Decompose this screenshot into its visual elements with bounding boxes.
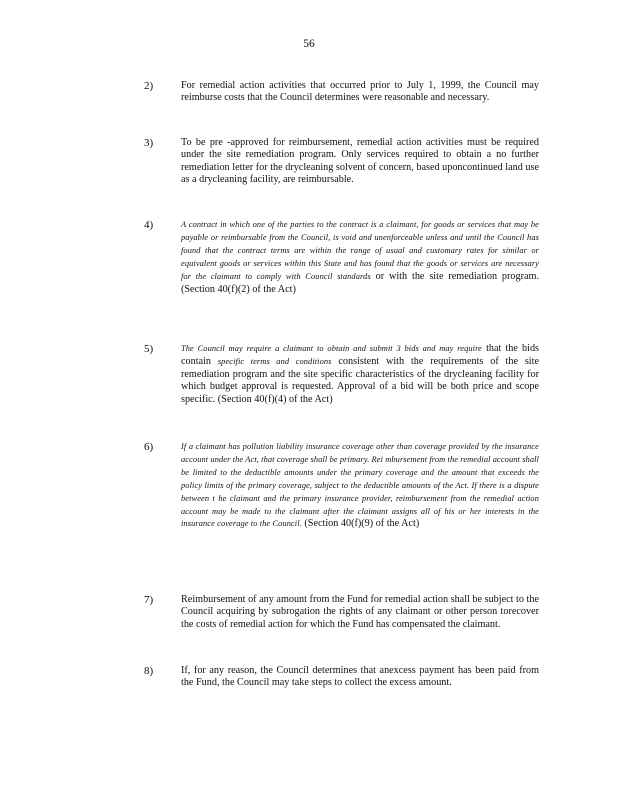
page-number: 56 [303,38,315,50]
item-text-segment: The Council may require a claimant to obtain and submit 3 bids and may require [181,344,482,353]
item-number: 6) [144,441,154,453]
item-text-segment: Reimbursement of any amount from the Fund for remedial action shall be subject to the Council acquiring by subrogation the rights of any claimant or other person torecover the costs of remedial action for which the Fund has compensated the claimant. [181,594,539,630]
item-number: 2) [144,80,154,92]
item-text-segment: For remedial action activities that occurred prior to July 1, 1999, the Council may reimburse costs that the Council determines were reasonable and necessary. [181,80,539,104]
item-text-segment: If a claimant has pollution liability insurance coverage other than coverage provided by the insurance account under the Act, that coverage shall be primary. Rei mbursement from the remedial account shall be limited to the deductible amounts under the primary coverage and the amount that exceeds the policy limits of the primary coverage, subject to the deductible amounts of the Act. If there is a dispute between t he claimant and the primary insurance provider, reimbursement from the remedial action account may be made to the claimant after the claimant assigns all of his or her interests in the insurance coverage to the Council. [181,442,539,529]
item-text [181,343,539,407]
item-text-segment: (Section 40(f)(9) of the Act) [301,518,420,530]
item-number: 5) [144,343,154,355]
item-text-segment: A contract in which one of the parties to the contract is a claimant, for goods or services that may be payable or reimbursable from the Council, is void and unenforceable unless and until the Council has found that the contract terms are within the range of usual and customary rates for similar or equivalent goods or services within this State and has found that the goods or services are necessary for the claimant to comply with Council standards [181,220,539,281]
item-text-segment: To be pre -approved for reimbursement, remedial action activities must be required under the site remediation program. Only services required to obtain a no further remediation letter for the drycleaning solvent of concern, based uponcontinued land use as a drycleaning facility, are reimbursable. [181,137,539,186]
item-number: 8) [144,665,154,677]
item-text-segment: consistent with the requirements of the site remediation program and the site specific characteristics of the drycleaning facility for which budget approval is requested. Approval of a bid will be both price and scope specific. (Section 40(f)(4) of the Act) [181,355,539,406]
item-text [181,219,539,296]
item-text [181,80,539,105]
item-number: 3) [144,137,154,149]
item-text-segment: that the bids contain [181,343,539,367]
item-text-segment: specific terms and conditions [217,356,332,366]
item-text-segment: or with the site remediation program. (Section 40(f)(2) of the Act) [181,270,539,295]
item-text [181,137,539,187]
item-number: 7) [144,594,154,606]
item-text [181,594,539,631]
item-text-segment: If, for any reason, the Council determines that anexcess payment has been paid from the Fund, the Council may take steps to collect the excess amount. [181,665,539,689]
item-number: 4) [144,219,154,231]
item-text [181,665,539,690]
item-text [181,441,539,531]
